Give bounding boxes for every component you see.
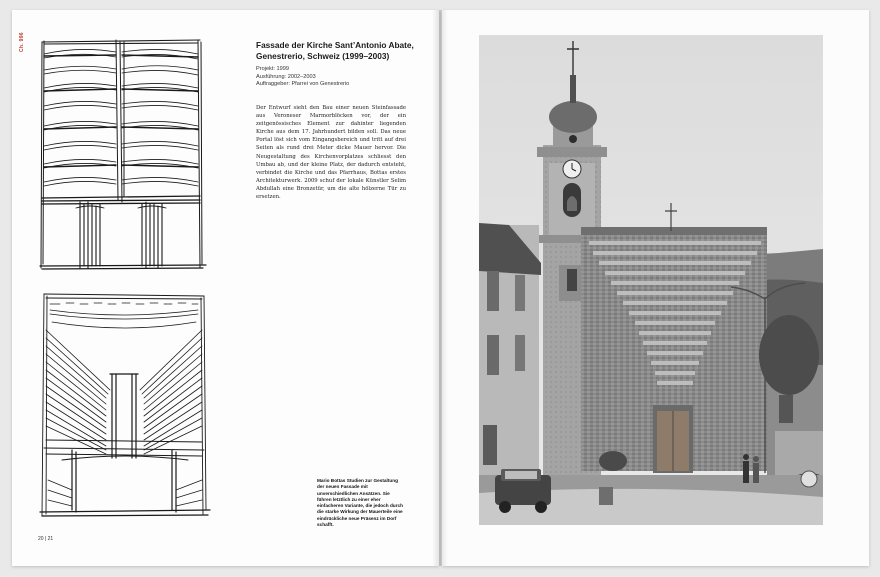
project-meta [256,66,416,89]
meta-ausfuehrung: Ausführung: 2002–2003 [256,73,316,80]
book-gutter [432,10,448,566]
facade-sketch-elevation [30,36,212,272]
article-title: Fassade der Kirche Sant’Antonio Abate, Genestrerio, Schweiz (1999–2003) [256,40,414,61]
facade-sketch-portal [32,290,218,520]
side-folio: Ch. 996 [19,32,25,52]
meta-projekt: Projekt: 1999 [256,66,289,72]
meta-auftraggeber: Auftraggeber: Pfarrei von Genestrerio [256,81,350,88]
church-facade-photo [479,35,823,525]
article-body: Der Entwurf sieht den Bau einer neuen Steinfassade aus Veroneser Marmorblöcken vor, der ein zeitgenössisches Element zur dahinter liegenden Kirche aus dem 17. Jahrhundert bilden soll. Das neue Portal löst sich vom Eingangsbereich und tritt auf drei Seiten als rund drei Meter dicke Mauer hervor. Die Neugestaltung des Kirchenvorplatzes schliesst den Umbau ab, und der kleine Platz, der dadurch entsteht, verbindet die Kirche und das Pfarrhaus, Bottas erstes Architekturwerk. 2009 schuf der lokale Künstler Selim Abdullah eine Bronzetür, um die alte hölzerne Tür zu ersetzen. [256,105,406,201]
page-numbers: 20 | 21 [38,536,54,542]
sketch-caption: Mario Bottas Studien zur Gestaltung der neuen Fassade mit unverschiedlichen Ansätzen. Sie führen letztlich zu einer eher einfacheren Variante, die jedoch durch die starke Wirkung der Mauerteile eine eindrückliche neue Präsenz im Dorf schafft. [317,478,403,528]
